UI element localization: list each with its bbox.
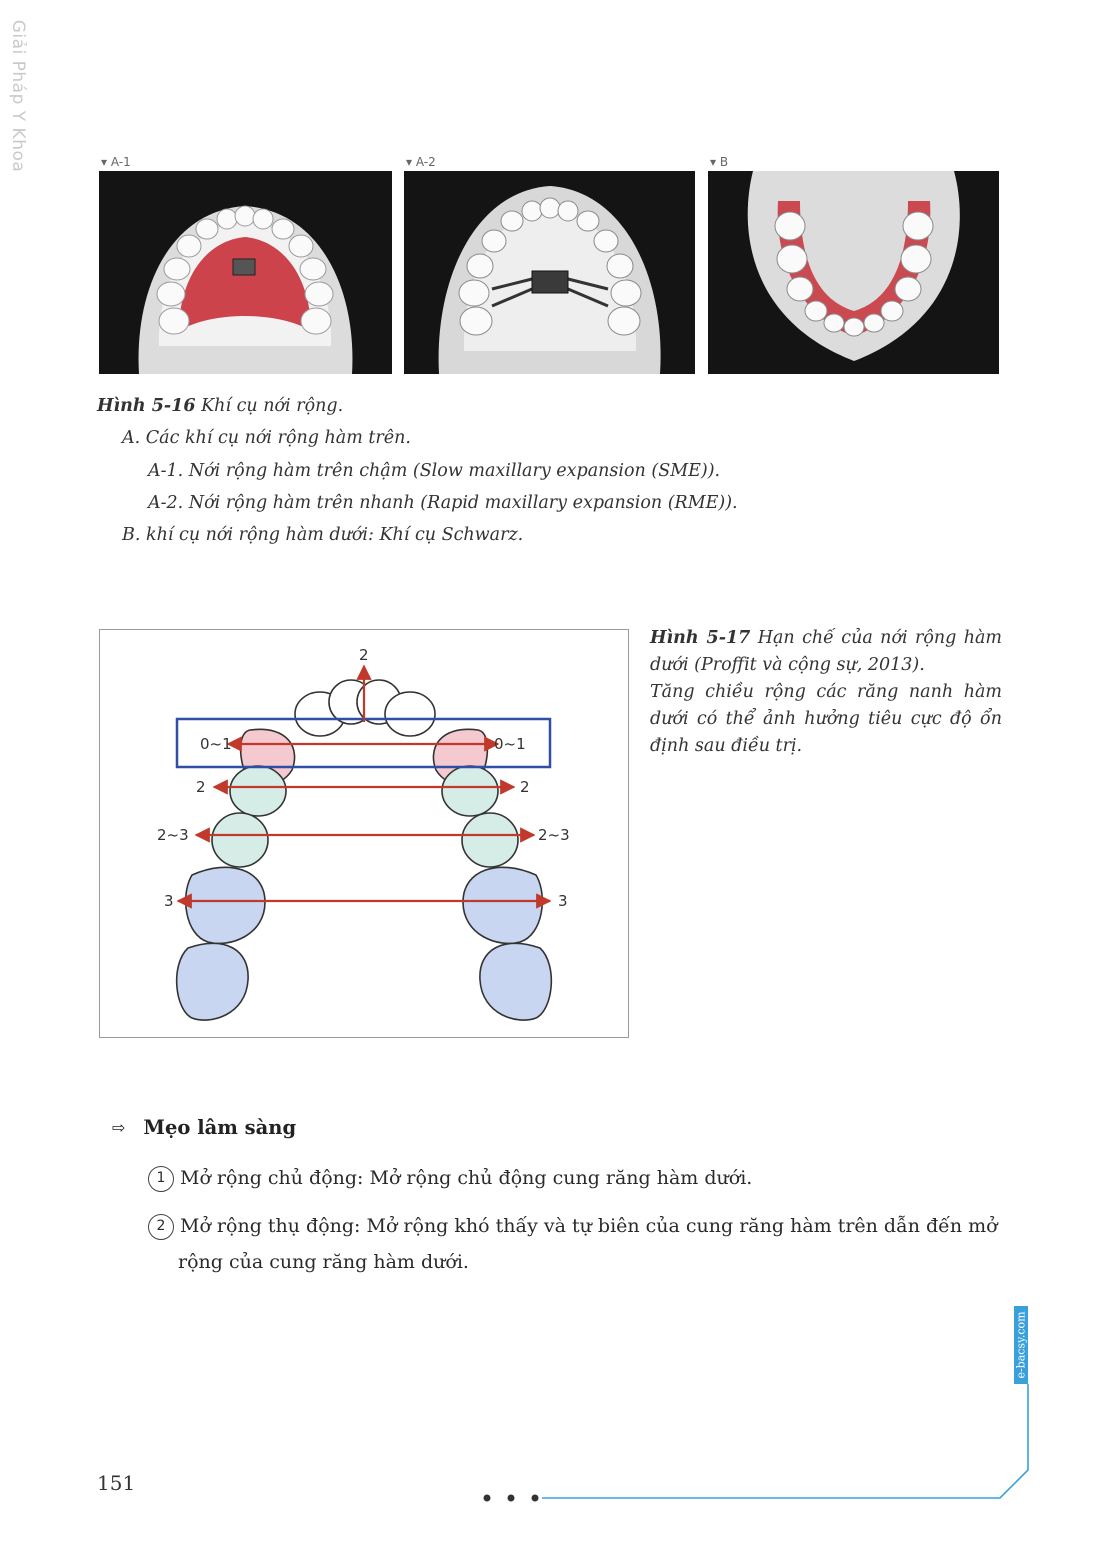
tip-item	[148, 1160, 1008, 1196]
tip-number-badge: 1	[148, 1166, 174, 1192]
photo-rapid-maxillary-expansion	[404, 171, 695, 374]
panel-label-a2: ▾ A-2	[406, 155, 436, 169]
label-premolar2-left: 2~3	[157, 826, 189, 844]
site-link-text: e-bacsy.com	[1014, 1311, 1028, 1379]
label-premolar1-left: 2	[196, 778, 206, 796]
side-brand-watermark: Giải Pháp Y Khoa	[8, 19, 28, 173]
molars	[177, 867, 552, 1020]
tip-text: Mở rộng thụ động: Mở rộng khó thấy và tự biên của cung răng hàm trên dẫn đến mở rộng của cung răng hàm dưới.	[178, 1215, 998, 1273]
label-molar1-right: 3	[558, 892, 568, 910]
page-number: 151	[97, 1471, 136, 1495]
tip-text: Mở rộng chủ động: Mở rộng chủ động cung răng hàm dưới.	[180, 1167, 753, 1189]
clinical-tips-heading	[112, 1116, 296, 1139]
right-arrow-icon: ⇨	[112, 1118, 126, 1137]
figure-517-title: Hạn chế của nới rộng hàm dưới (Proffit và cộng sự, 2013).	[650, 628, 1003, 675]
photo-slow-maxillary-expansion	[99, 171, 392, 374]
tip-item	[148, 1208, 1008, 1280]
figure-516-caption-line: A. Các khí cụ nới rộng hàm trên.	[122, 428, 411, 448]
figure-517-caption	[650, 625, 1002, 760]
label-molar1-left: 3	[164, 892, 174, 910]
figure-516-title: Khí cụ nới rộng.	[201, 396, 344, 416]
label-premolar1-right: 2	[520, 778, 530, 796]
footer-decoration	[470, 1370, 1040, 1510]
figure-516-caption-title	[97, 396, 343, 416]
panel-label-b: ▾ B	[710, 155, 729, 169]
label-canine-right: 0~1	[494, 735, 526, 753]
premolars	[212, 766, 518, 867]
label-canine-left: 0~1	[200, 735, 232, 753]
label-incisor: 2	[359, 646, 369, 664]
figure-516-caption-line: B. khí cụ nới rộng hàm dưới: Khí cụ Schwarz.	[122, 525, 524, 545]
photo-schwarz-appliance	[708, 171, 999, 374]
site-link[interactable]	[1014, 1306, 1028, 1384]
clinical-tips-title: Mẹo lâm sàng	[143, 1116, 297, 1139]
figure-516-number: Hình 5-16	[97, 396, 196, 416]
arch-expansion-diagram	[99, 629, 629, 1038]
figure-516-caption-line: A-2. Nới rộng hàm trên nhanh (Rapid maxillary expansion (RME)).	[148, 493, 738, 513]
figure-516-caption-line: A-1. Nới rộng hàm trên chậm (Slow maxillary expansion (SME)).	[148, 461, 721, 481]
figure-517-body: Tăng chiều rộng các răng nanh hàm dưới có thể ảnh hưởng tiêu cực độ ổn định sau điều trị.	[650, 682, 1002, 756]
label-premolar2-right: 2~3	[538, 826, 570, 844]
tip-number-badge: 2	[148, 1214, 174, 1240]
panel-label-a1: ▾ A-1	[101, 155, 131, 169]
figure-517-number: Hình 5-17	[650, 628, 751, 648]
